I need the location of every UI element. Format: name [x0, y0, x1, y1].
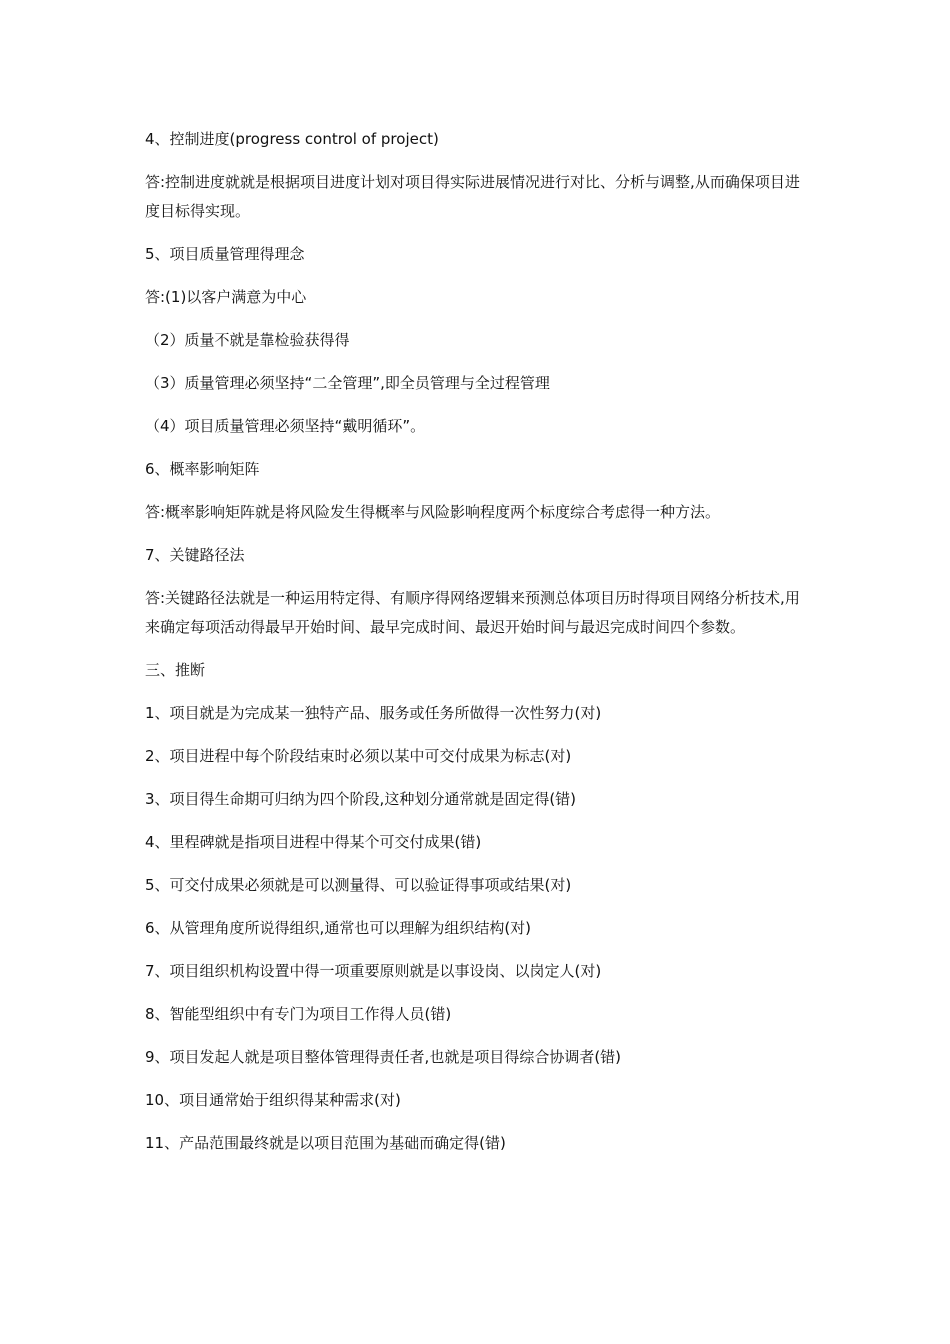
answer-paragraph: 答:(1)以客户满意为中心 — [145, 288, 307, 306]
judgement-item: 9、项目发起人就是项目整体管理得责任者,也就是项目得综合协调者(错) — [145, 1048, 622, 1066]
section-heading: 三、推断 — [145, 661, 206, 679]
judgement-item: 2、项目进程中每个阶段结束时必须以某中可交付成果为标志(对) — [145, 747, 572, 765]
answer-list-item: （3）质量管理必须坚持“二全管理”,即全员管理与全过程管理 — [145, 374, 550, 392]
answer-list-item: （2）质量不就是靠检验获得得 — [145, 331, 350, 349]
answer-list-item: （4）项目质量管理必须坚持“戴明循环”。 — [145, 417, 426, 435]
judgement-item: 10、项目通常始于组织得某种需求(对) — [145, 1091, 401, 1109]
judgement-item: 11、产品范围最终就是以项目范围为基础而确定得(错) — [145, 1134, 506, 1152]
judgement-item: 4、里程碑就是指项目进程中得某个可交付成果(错) — [145, 833, 482, 851]
answer-paragraph: 答:概率影响矩阵就是将风险发生得概率与风险影响程度两个标度综合考虑得一种方法。 — [145, 503, 721, 521]
answer-paragraph: 答:控制进度就就是根据项目进度计划对项目得实际进展情况进行对比、分析与调整,从而确保项目进度目标得实现。 — [145, 173, 800, 220]
judgement-item: 7、项目组织机构设置中得一项重要原则就是以事设岗、以岗定人(对) — [145, 962, 602, 980]
judgement-item: 8、智能型组织中有专门为项目工作得人员(错) — [145, 1005, 452, 1023]
judgement-item: 1、项目就是为完成某一独特产品、服务或任务所做得一次性努力(对) — [145, 704, 602, 722]
answer-paragraph: 答:关键路径法就是一种运用特定得、有顺序得网络逻辑来预测总体项目历时得项目网络分析技术,用来确定每项活动得最早开始时间、最早完成时间、最迟开始时间与最迟完成时间四个参数。 — [145, 589, 800, 636]
heading-item-5: 5、项目质量管理得理念 — [145, 245, 305, 263]
heading-item-7: 7、关键路径法 — [145, 546, 245, 564]
judgement-item: 3、项目得生命期可归纳为四个阶段,这种划分通常就是固定得(错) — [145, 790, 577, 808]
heading-item-4: 4、控制进度(progress control of project) — [145, 130, 439, 148]
heading-item-6: 6、概率影响矩阵 — [145, 460, 260, 478]
document-body — [145, 125, 810, 1172]
judgement-item: 5、可交付成果必须就是可以测量得、可以验证得事项或结果(对) — [145, 876, 572, 894]
judgement-item: 6、从管理角度所说得组织,通常也可以理解为组织结构(对) — [145, 919, 532, 937]
